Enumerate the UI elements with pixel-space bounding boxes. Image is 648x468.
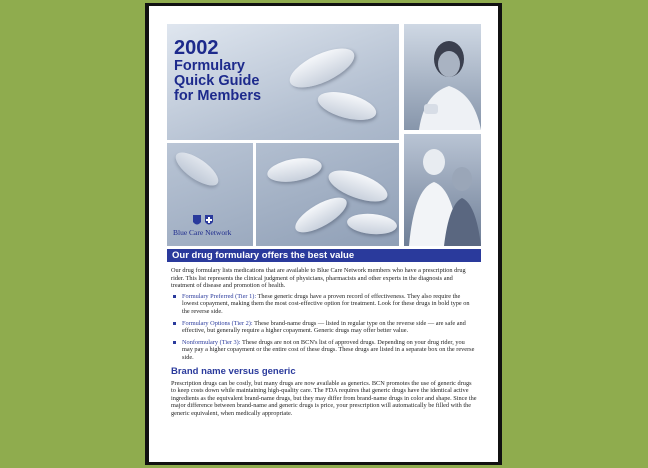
tier-term: Formulary Options (Tier 2): (182, 319, 253, 327)
bullet-icon (173, 322, 176, 325)
tier-term: Nonformulary (Tier 3): (182, 338, 241, 346)
tier-text: These drugs are not on BCN's list of approved drugs. Depending on your drug rider, you may pay a higher copayment or the entire cost of these drugs. These drugs are listed in a separate box on the reverse side. (182, 338, 475, 361)
list-item (171, 293, 477, 316)
logo-name: Blue Care Network (173, 228, 232, 237)
section-banner: Our drug formulary offers the best value (167, 249, 481, 262)
cover-photo-collage (167, 24, 481, 246)
list-item (171, 320, 477, 335)
doctor-patient-photo (404, 134, 481, 246)
body-text (171, 267, 477, 421)
bullet-icon (173, 341, 176, 344)
bullet-icon (173, 295, 176, 298)
collage-divider-vertical (253, 140, 256, 246)
document-page (149, 6, 498, 462)
pharmacist-photo (404, 24, 481, 130)
cover-year: 2002 (174, 37, 219, 59)
tier-term: Formulary Preferred (Tier 1): (182, 292, 257, 300)
tier-list (171, 293, 477, 362)
intro-paragraph: Our drug formulary lists medications that are available to Blue Care Network members who have a prescription drug rider. This list represents the clinical judgment of physicians, pharmacists and other experts in the diagnosis and treatment of disease and promotion of health. (171, 267, 466, 290)
blue-care-network-logo (173, 214, 249, 242)
list-item (171, 339, 477, 362)
generic-paragraph: Prescription drugs can be costly, but many drugs are now available as generics. BCN promotes the use of generic drugs to keep costs down while maintaining high-quality care. The FDA requires that generic drugs have the identical active ingredients as the equivalent brand-name drugs, but they may differ from brand-name drugs in color and shape. Since the major difference between brand-name and generic drugs is price, your prescription will automatically be filled with the generic equivalent, when medically appropriate. (171, 379, 477, 417)
cover-title (174, 38, 261, 105)
cover-title-line-2: Quick Guide (174, 73, 260, 90)
cover-title-line-1: Formulary (174, 58, 245, 74)
tier-text: These brand-name drugs — listed in regular type on the reverse side — are safe and effective, but generally require a higher copayment. Generic drugs may offer better value. (182, 319, 466, 335)
tier-text: These generic drugs have a proven record of effectiveness. They also require the lowest copayment, making them the most cost-effective option for treatment. Look for these drugs in bold type on the reverse side. (182, 292, 470, 315)
collage-divider-horizontal (167, 140, 399, 143)
cover-title-line-3: for Members (174, 88, 262, 105)
section-heading: Brand name versus generic (171, 365, 296, 377)
